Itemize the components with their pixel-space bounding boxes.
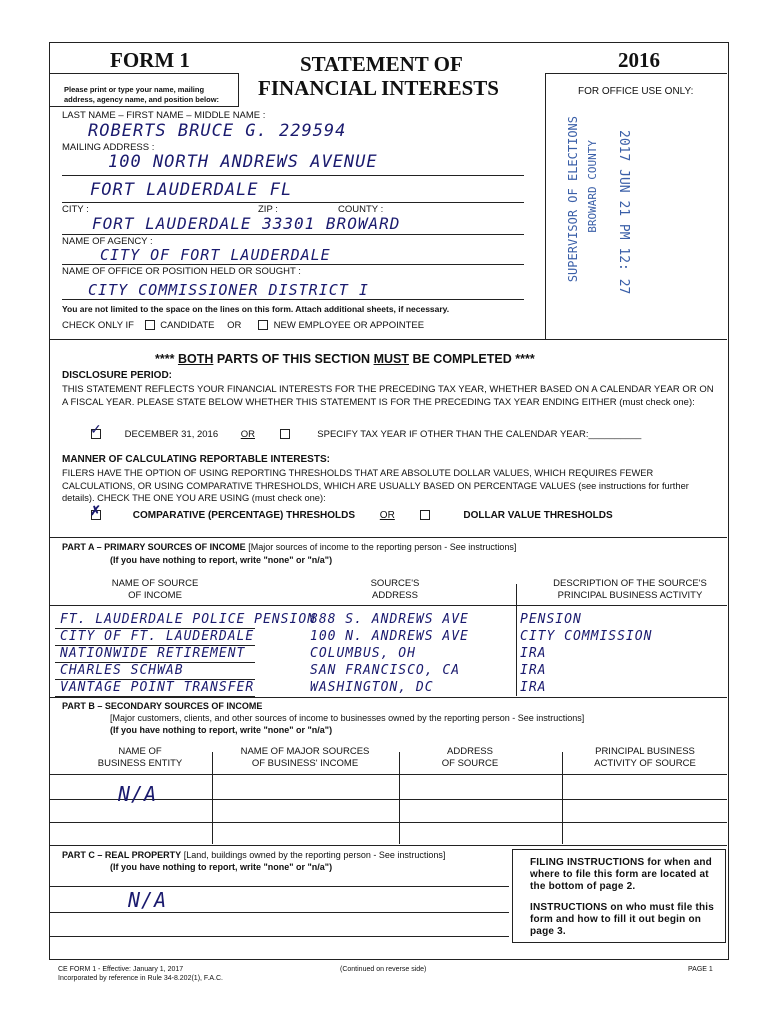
election-stamp-line1: SUPERVISOR OF ELECTIONS (566, 116, 580, 283)
part-b-divider1 (212, 752, 213, 844)
candidate-checkbox[interactable] (145, 320, 155, 330)
part-b-col2-header: NAME OF MAJOR SOURCES OF BUSINESS' INCOME (240, 746, 370, 769)
note-box-right (238, 73, 239, 106)
threshold-or: OR (379, 510, 395, 521)
filing-text1: FILING INSTRUCTIONS for when and where to file this form are located at the bottom of page 2. (530, 857, 712, 892)
part-b-value[interactable]: N/A (118, 782, 158, 806)
part-c-rule2 (49, 912, 509, 913)
city-zip-county-value[interactable]: FORT LAUDERDALE 33301 BROWARD (92, 214, 401, 233)
part-c-note: [Land, buildings owned by the reporting person - See instructions] (183, 850, 446, 860)
mailing-line1-rule (62, 175, 524, 176)
form-title-line1: STATEMENT OF (300, 52, 463, 76)
tax-year-or: OR (240, 429, 255, 440)
part-c-rule1 (49, 886, 509, 887)
footer-left2: Incorporated by reference in Rule 34-8.202(1), F.A.C. (58, 975, 223, 982)
part-a-source-activity[interactable]: CITY COMMISSION (520, 629, 653, 644)
mailing-line2[interactable]: FORT LAUDERDALE FL (90, 180, 293, 200)
part-b-rule3 (49, 822, 727, 823)
part-b-divider2 (399, 752, 400, 844)
disclosure-heading: **** BOTH PARTS OF THIS SECTION MUST BE COMPLETED **** (155, 352, 535, 366)
part-a-header-rule (49, 605, 727, 606)
specify-label: SPECIFY TAX YEAR IF OTHER THAN THE CALENDAR YEAR:__________ (317, 429, 642, 440)
note-box-bottom (49, 106, 239, 107)
office-label: NAME OF OFFICE OR POSITION HELD OR SOUGHT : (62, 266, 301, 277)
part-a-source-name[interactable]: NATIONWIDE RETIREMENT (60, 646, 246, 661)
disclosure-period-text: THIS STATEMENT REFLECTS YOUR FINANCIAL INTERESTS FOR THE PRECEDING TAX YEAR, WHETHER BASED ON A CALENDAR YEAR OR ON A FISCAL YEAR. PLEASE STATE BELOW WHETHER THIS STATEMENT IS FOR THE PRECEDING TAX YEAR ENDING EITHER (must check one): (62, 384, 714, 408)
part-a-title-row (62, 542, 516, 552)
county-label: COUNTY : (338, 204, 384, 215)
part-a-source-activity[interactable]: IRA (520, 663, 547, 678)
part-a-source-activity[interactable]: PENSION (520, 612, 582, 627)
part-a-source-address[interactable]: 888 S. ANDREWS AVE (310, 612, 469, 627)
part-b-col1-header: NAME OF BUSINESS ENTITY (97, 746, 183, 769)
part-a-note: [Major sources of income to the reporting person - See instructions] (248, 542, 517, 552)
check-only-label: CHECK ONLY IF (62, 320, 134, 331)
part-b-col3-header: ADDRESS OF SOURCE (441, 746, 499, 769)
dollar-checkbox[interactable] (420, 510, 430, 520)
or-label: OR (227, 320, 242, 331)
new-employee-label: NEW EMPLOYEE OR APPOINTEE (273, 320, 425, 331)
disclosure-period-title: DISCLOSURE PERIOD: (62, 370, 173, 381)
new-employee-checkbox[interactable] (258, 320, 268, 330)
specify-checkbox[interactable] (280, 429, 290, 439)
part-b-col4-header: PRINCIPAL BUSINESS ACTIVITY OF SOURCE (594, 746, 696, 769)
office-value[interactable]: CITY COMMISSIONER DISTRICT I (88, 281, 369, 299)
form-title-line2: FINANCIAL INTERESTS (258, 76, 499, 100)
office-use-divider (545, 73, 546, 339)
city-label: CITY : (62, 204, 89, 215)
office-use-label: FOR OFFICE USE ONLY: (578, 86, 694, 97)
manner-text: FILERS HAVE THE OPTION OF USING REPORTING THRESHOLDS THAT ARE ABSOLUTE DOLLAR VALUES, WHICH REQUIRES FEWER CALCULATIONS, OR USING COMPARATIVE THRESHOLDS, WHICH ARE USUALLY BASED ON PERCENTAGE VALUES (see instructions for further details). CHECK THE ONE YOU ARE USING (must check one): (62, 468, 689, 503)
part-c-value[interactable]: N/A (128, 888, 168, 912)
name-label: LAST NAME – FIRST NAME – MIDDLE NAME : (62, 110, 266, 121)
filing-text2: INSTRUCTIONS on who must file this form and how to fill it out begin on page 3. (530, 902, 715, 937)
part-c-rule3 (49, 936, 509, 937)
city-rule (62, 234, 524, 235)
print-note-line2: address, agency name, and position below: (64, 95, 220, 104)
part-a-source-name[interactable]: CITY OF FT. LAUDERDALE (60, 629, 255, 644)
election-stamp-line3: 2017 JUN 21 PM 12: 27 (616, 130, 631, 295)
part-b-divider3 (562, 752, 563, 844)
section1-bottom (49, 339, 727, 340)
candidate-label: CANDIDATE (160, 320, 215, 331)
tax-year-row (88, 421, 642, 440)
header-divider (49, 73, 239, 74)
dollar-label: DOLLAR VALUE THRESHOLDS (463, 510, 613, 521)
part-a-source-address[interactable]: WASHINGTON, DC (310, 680, 434, 695)
footer-right: PAGE 1 (688, 966, 713, 973)
form-year: 2016 (618, 48, 660, 72)
election-stamp-line2: BROWARD COUNTY (586, 140, 599, 233)
print-note-line1: Please print or type your name, mailing (64, 85, 205, 94)
comparative-checkbox[interactable]: ✗ (90, 503, 101, 519)
part-a-col3-header: DESCRIPTION OF THE SOURCE'S PRINCIPAL BUSINESS ACTIVITY (553, 578, 707, 601)
zip-label: ZIP : (258, 204, 278, 215)
part-c-title: PART C – REAL PROPERTY (62, 850, 182, 860)
part-a-source-address[interactable]: SAN FRANCISCO, CA (310, 663, 461, 678)
part-a-col-divider1 (516, 584, 517, 696)
mailing-line1[interactable]: 100 NORTH ANDREWS AVENUE (108, 152, 378, 172)
mailing-line2-rule (62, 202, 524, 203)
agency-label: NAME OF AGENCY : (62, 236, 153, 247)
part-b-title: PART B – SECONDARY SOURCES OF INCOME (62, 701, 263, 711)
part-a-source-name[interactable]: CHARLES SCHWAB (60, 663, 184, 678)
dec31-checkbox[interactable]: ✓ (90, 421, 102, 438)
footer-left1: CE FORM 1 - Effective: January 1, 2017 (58, 966, 184, 973)
part-b-subtitle: (If you have nothing to report, write "none" or "n/a") (110, 725, 333, 735)
part-b-rule1 (49, 774, 727, 775)
part-a-title: PART A – PRIMARY SOURCES OF INCOME (62, 542, 246, 552)
form-label: FORM 1 (110, 48, 190, 72)
comparative-label: COMPARATIVE (PERCENTAGE) THRESHOLDS (132, 510, 356, 521)
mailing-label: MAILING ADDRESS : (62, 142, 155, 153)
agency-value[interactable]: CITY OF FORT LAUDERDALE (100, 246, 331, 264)
name-value[interactable]: ROBERTS BRUCE G. 229594 (88, 121, 347, 141)
part-a-bottom (49, 697, 727, 698)
part-a-source-name[interactable]: FT. LAUDERDALE POLICE PENSION (60, 612, 316, 627)
office-rule (62, 299, 524, 300)
part-a-col2-header: SOURCE'S ADDRESS (370, 578, 420, 601)
dec31-label: DECEMBER 31, 2016 (124, 429, 219, 440)
agency-rule (62, 264, 524, 265)
not-limited-note: You are not limited to the space on the lines on this form. Attach additional sheets, if necessary. (62, 304, 450, 314)
section2-bottom (49, 537, 727, 538)
part-a-col1-header: NAME OF SOURCE OF INCOME (111, 578, 199, 601)
part-c-title-row (62, 850, 445, 860)
part-a-source-activity[interactable]: IRA (520, 646, 547, 661)
threshold-row (88, 503, 613, 521)
part-a-subtitle: (If you have nothing to report, write "none" or "n/a") (110, 555, 333, 565)
check-only-row (62, 320, 424, 331)
manner-title: MANNER OF CALCULATING REPORTABLE INTERESTS: (62, 454, 330, 465)
part-a-source-address[interactable]: COLUMBUS, OH (310, 646, 416, 661)
part-a-source-activity[interactable]: IRA (520, 680, 547, 695)
part-c-subtitle: (If you have nothing to report, write "none" or "n/a") (110, 862, 333, 872)
part-b-bottom (49, 845, 727, 846)
footer-center: (Continued on reverse side) (340, 966, 427, 973)
part-a-source-name[interactable]: VANTAGE POINT TRANSFER (60, 680, 255, 695)
part-b-note: [Major customers, clients, and other sources of income to businesses owned by the reporting person - See instructions] (110, 713, 585, 723)
part-a-source-address[interactable]: 100 N. ANDREWS AVE (310, 629, 469, 644)
header-divider-right (545, 73, 727, 74)
